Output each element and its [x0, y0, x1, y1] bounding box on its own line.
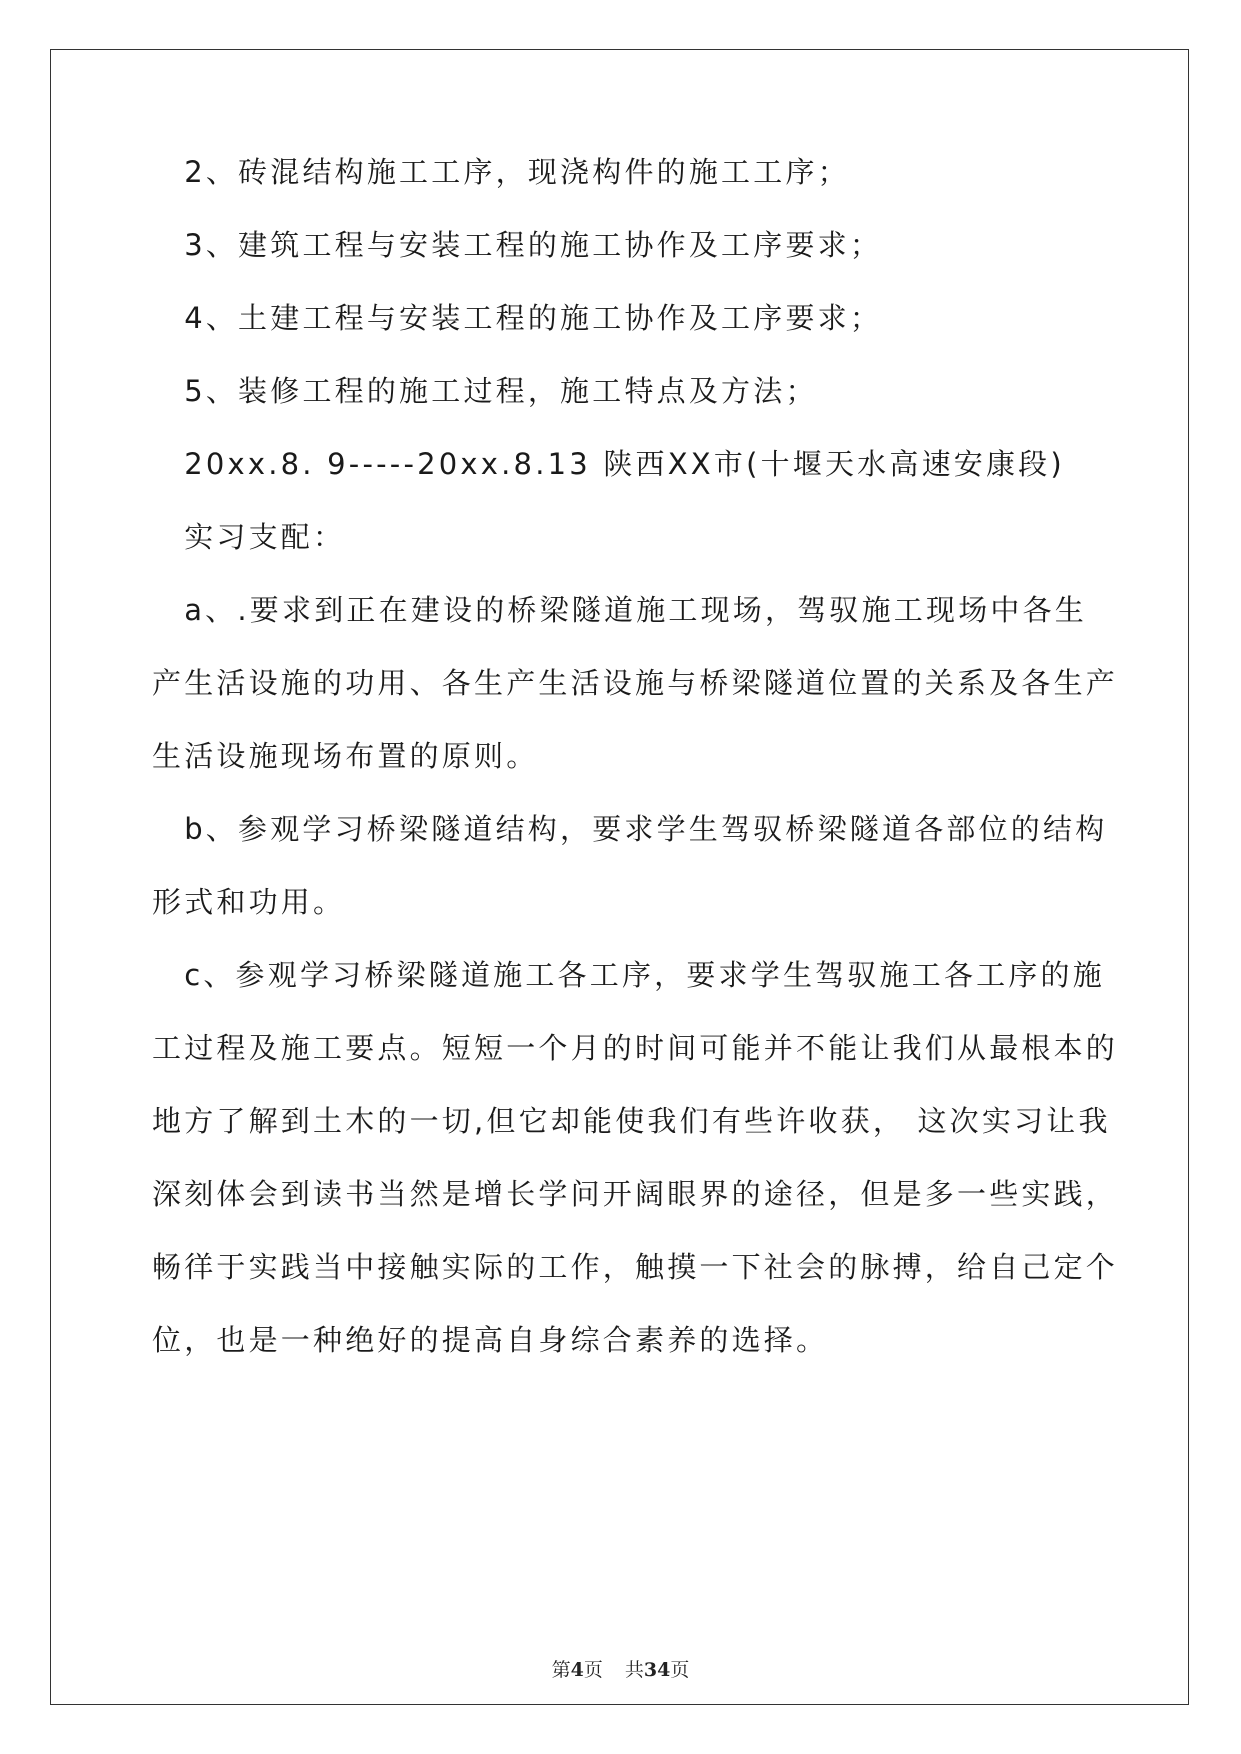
paragraph-a-line-2: 产生活设施的功用、各生产生活设施与桥梁隧道位置的关系及各生产 [152, 666, 1119, 700]
paragraph-c-line-1: c、参观学习桥梁隧道施工各工序，要求学生驾驭施工各工序的施 [152, 958, 1105, 992]
page-number: 4 [570, 1659, 584, 1681]
paragraph-c-line-2: 工过程及施工要点。短短一个月的时间可能并不能让我们从最根本的 [152, 1031, 1119, 1065]
page-suffix: 页 [583, 1659, 603, 1681]
paragraph-c-line-4: 深刻体会到读书当然是增长学问开阔眼界的途径，但是多一些实践， [152, 1177, 1119, 1211]
list-item-3: 3、建筑工程与安装工程的施工协作及工序要求； [152, 228, 883, 262]
paragraph-b-line-1: b、参观学习桥梁隧道结构，要求学生驾驭桥梁隧道各部位的结构 [152, 812, 1108, 846]
date-location-line: 20xx.8. 9-----20xx.8.13 陕西XX市(十堰天水高速安康段) [152, 447, 1065, 481]
total-pages: 34 [643, 1659, 671, 1681]
section-heading: 实习支配： [152, 520, 346, 554]
paragraph-a-line-1: a、.要求到正在建设的桥梁隧道施工现场，驾驭施工现场中各生 [152, 593, 1087, 627]
list-item-2: 2、砖混结构施工工序，现浇构件的施工工序； [152, 155, 850, 189]
page-prefix: 第 [551, 1659, 571, 1681]
total-prefix: 共 [624, 1659, 644, 1681]
list-item-5: 5、装修工程的施工过程，施工特点及方法； [152, 374, 818, 408]
page-footer [0, 1658, 1241, 1682]
paragraph-b-line-2: 形式和功用。 [152, 885, 346, 919]
list-item-4: 4、土建工程与安装工程的施工协作及工序要求； [152, 301, 883, 335]
paragraph-c-line-3: 地方了解到土木的一切,但它却能使我们有些许收获， 这次实习让我 [152, 1104, 1111, 1138]
paragraph-a-line-3: 生活设施现场布置的原则。 [152, 739, 539, 773]
total-suffix: 页 [670, 1659, 690, 1681]
paragraph-c-line-5: 畅徉于实践当中接触实际的工作，触摸一下社会的脉搏，给自己定个 [152, 1250, 1119, 1284]
paragraph-c-line-6: 位，也是一种绝好的提高自身综合素养的选择。 [152, 1323, 829, 1357]
